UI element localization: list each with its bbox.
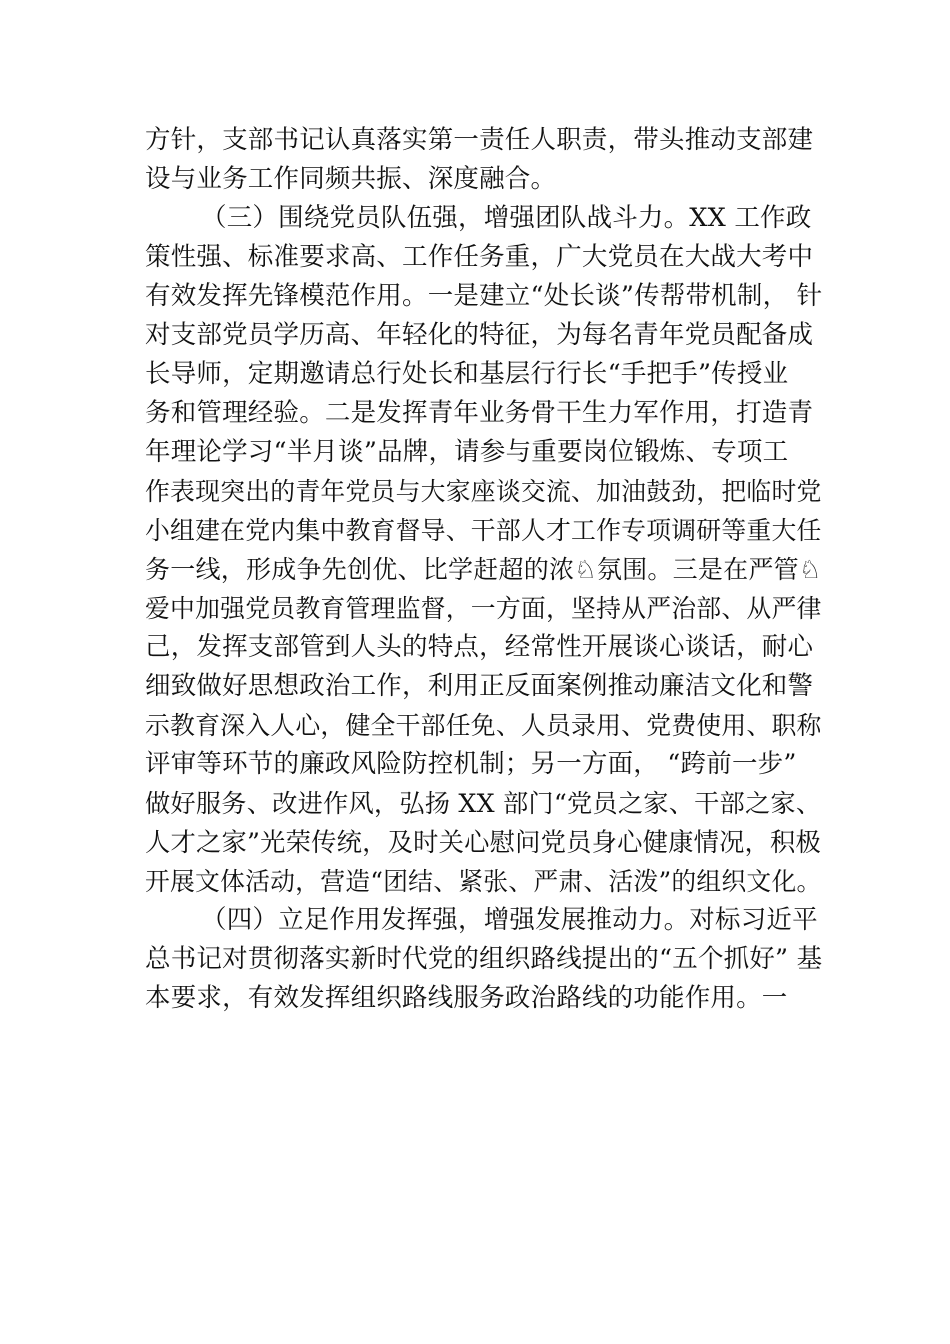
text-line-1: 方针，支部书记认真落实第一责任人职责，带头推动支部建 [145, 125, 814, 155]
text-line-6: 对支部党员学历高、年轻化的特征，为每名青年党员配备成 [145, 320, 814, 350]
text-line-11: 小组建在党内集中教育督导、干部人才工作专项调研等重大任 [145, 516, 822, 545]
text-line-20: 开展文体活动，营造“团结、紧张、严肃、活泼”的组织文化。 [145, 867, 822, 896]
text-line-5: 有效发挥先锋模范作用。一是建立“处长谈”传帮带机制， 针 [145, 281, 823, 311]
text-line-9: 年理论学习“半月谈”品牌，请参与重要岗位锻炼、专项工 [145, 437, 789, 467]
text-line-12: 务一线，形成争先创优、比学赶超的浓♘氛围。三是在严管♘ [145, 555, 822, 584]
text-line-23: 本要求，有效发挥组织路线服务政治路线的功能作用。一 [145, 983, 788, 1013]
text-line-2: 设与业务工作同频共振、深度融合。 [145, 164, 557, 194]
text-line-10: 作表现突出的青年党员与大家座谈交流、加油鼓劲，把临时党 [145, 477, 822, 506]
text-line-17: 评审等环节的廉政风险防控机制；另一方面， “跨前一步” [145, 749, 797, 779]
text-line-8: 务和管理经验。二是发挥青年业务骨干生力军作用，打造青 [145, 398, 814, 428]
text-line-15: 细致做好思想政治工作，利用正反面案例推动廉洁文化和警 [145, 671, 814, 701]
text-line-4: 策性强、标准要求高、工作任务重，广大党员在大战大考中 [145, 242, 814, 272]
text-line-14: 己，发挥支部管到人头的特点，经常性开展谈心谈话，耐心 [145, 632, 814, 662]
text-line-19: 人才之家”光荣传统，及时关心慰问党员身心健康情况，积极 [145, 828, 822, 857]
text-line-13: 爱中加强党员教育管理监督，一方面，坚持从严治部、从严律 [145, 594, 822, 623]
text-line-18: 做好服务、改进作风，弘扬 XX 部门“党员之家、干部之家、 [145, 789, 822, 818]
text-line-16: 示教育深入人心，健全干部任免、人员录用、党费使用、职称 [145, 711, 822, 740]
body-text [145, 121, 825, 1018]
text-line-21: （四）立足作用发挥强，增强发展推动力。对标习近平 [201, 905, 818, 935]
text-line-7: 长导师，定期邀请总行处长和基层行行长“手把手”传授业 [145, 359, 789, 389]
text-line-22: 总书记对贯彻落实新时代党的组织路线提出的“五个抓好” 基 [145, 944, 823, 974]
text-line-3: （三）围绕党员队伍强，增强团队战斗力。XX 工作政 [201, 203, 812, 233]
